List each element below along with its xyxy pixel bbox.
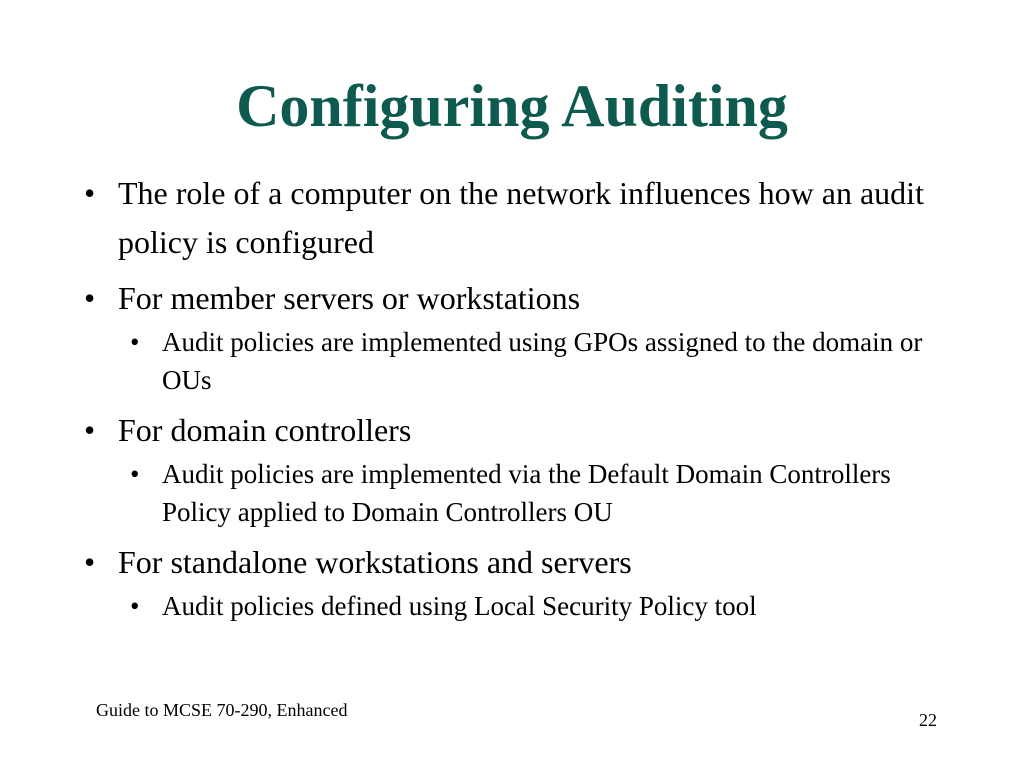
bullet-text: For standalone workstations and servers xyxy=(118,544,632,580)
bullet-icon: • xyxy=(84,175,96,211)
slide-title: Configuring Auditing xyxy=(236,73,788,139)
bullet-text: The role of a computer on the network influences how an audit policy is configured xyxy=(118,175,924,260)
sub-bullet-text: Audit policies are implemented using GPOs assigned to the domain or OUs xyxy=(162,327,923,395)
bullet-icon: • xyxy=(84,412,96,448)
sub-bullet-text: Audit policies defined using Local Security Policy tool xyxy=(162,591,757,621)
bullet-text: For member servers or workstations xyxy=(118,280,581,316)
bullet-item xyxy=(74,274,954,323)
bullet-text: For domain controllers xyxy=(118,412,412,448)
bullet-icon: • xyxy=(130,591,140,621)
bullet-item xyxy=(74,538,954,587)
bullet-icon: • xyxy=(130,327,140,357)
footer-course-title: Guide to MCSE 70-290, Enhanced xyxy=(96,700,348,720)
bullet-icon: • xyxy=(84,280,96,316)
footer-page-number: 22 xyxy=(919,710,937,730)
sub-bullet-text: Audit policies are implemented via the Default Domain Controllers Policy applied to Domain Controllers OU xyxy=(162,459,891,527)
bullet-list xyxy=(74,169,954,625)
bullet-icon: • xyxy=(130,459,140,489)
sub-bullet-item xyxy=(74,587,954,625)
sub-bullet-item xyxy=(74,455,954,531)
bullet-item xyxy=(74,406,954,455)
bullet-icon: • xyxy=(84,544,96,580)
sub-bullet-item xyxy=(74,323,954,399)
bullet-item xyxy=(74,169,954,267)
